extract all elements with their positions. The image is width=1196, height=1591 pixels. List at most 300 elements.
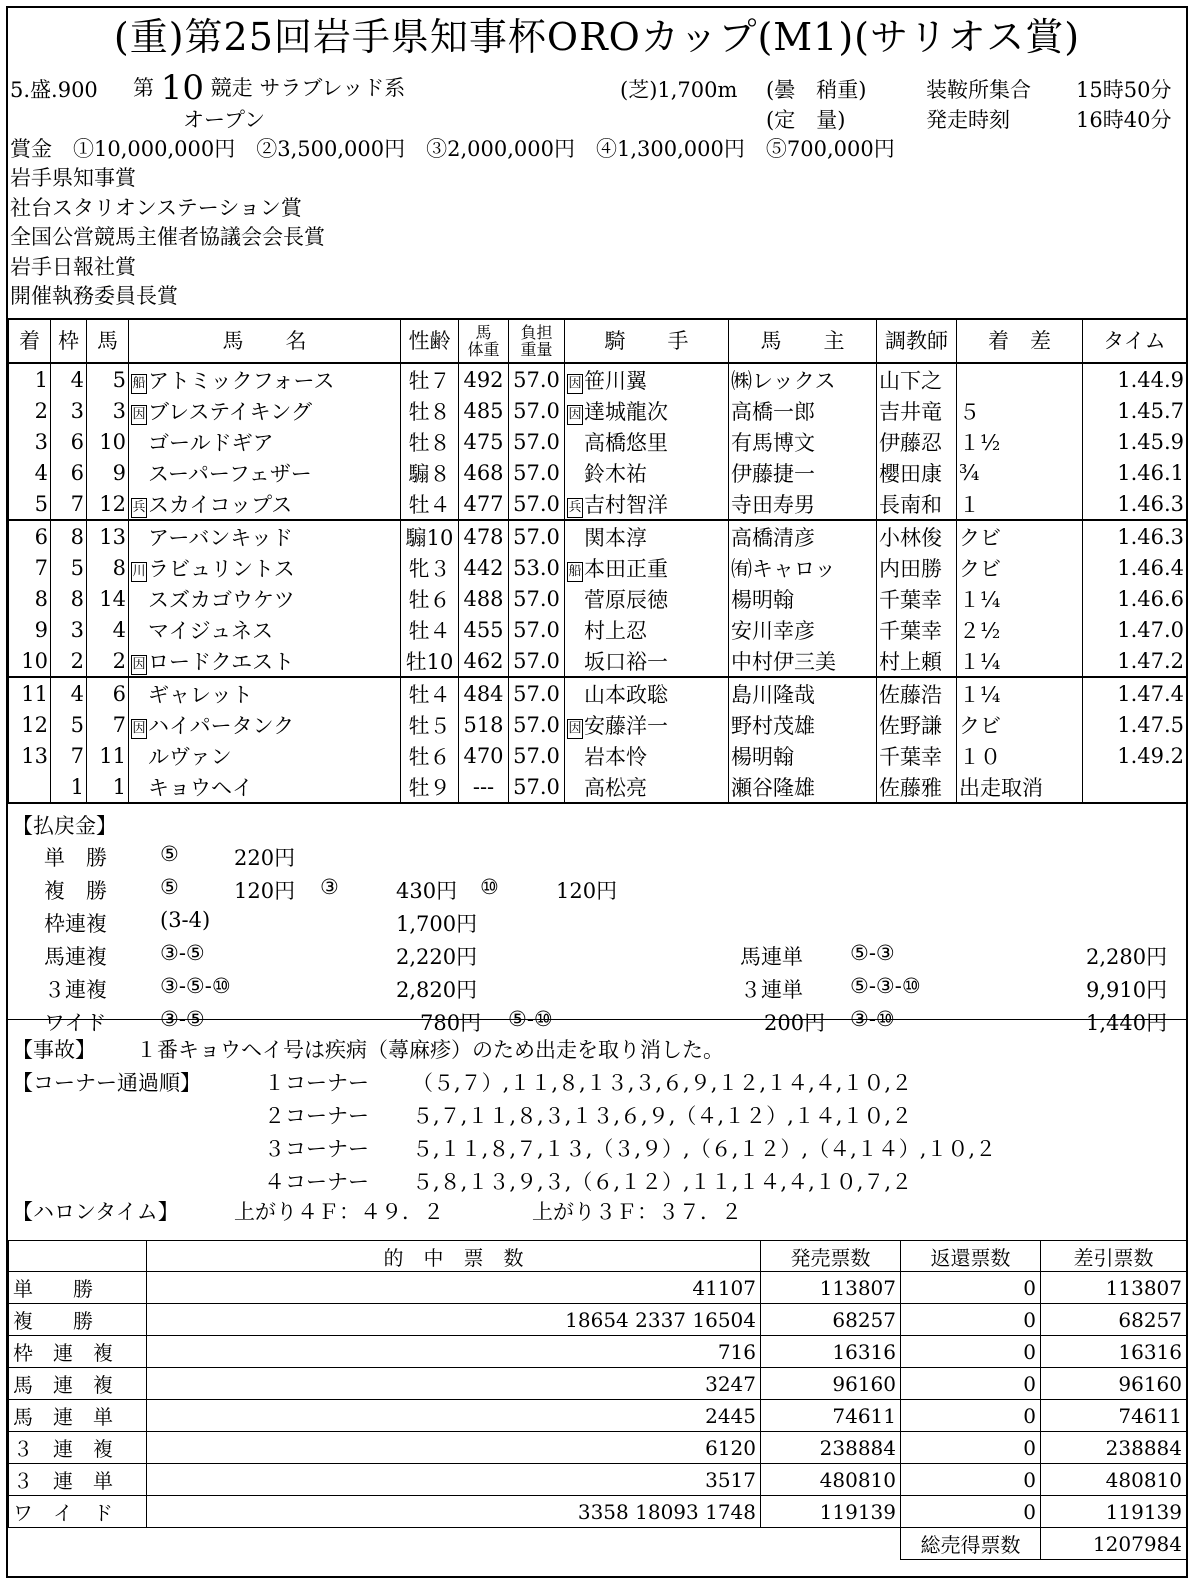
bet-type-cell: ３ 連 単: [9, 1464, 147, 1496]
load-cell: 57.0: [509, 677, 565, 709]
race-number: 第 10 競走 サラブレッド系: [133, 68, 406, 108]
sex-age-cell: 牡10: [401, 645, 459, 677]
table-row: [9, 614, 1187, 645]
load-cell: 57.0: [509, 614, 565, 645]
net-count-cell: 68257: [1041, 1304, 1187, 1336]
horse-name-cell: [129, 583, 401, 614]
time-cell: 1.49.2: [1083, 740, 1187, 771]
jockey-cell: [565, 709, 729, 740]
hit-count-cell: 3517: [147, 1464, 761, 1496]
jockey-cell: [565, 740, 729, 771]
owner-cell: 寺田寿男: [729, 488, 877, 520]
trainer-cell: 伊藤忍: [877, 426, 957, 457]
rank-cell: 10: [9, 645, 51, 677]
rank-cell: [9, 771, 51, 803]
body-weight-cell: 477: [459, 488, 509, 520]
fukusho-pay-a: 120円: [234, 879, 296, 903]
body-weight-cell: 492: [459, 363, 509, 395]
jockey-cell-text: 坂口裕一: [584, 649, 668, 674]
sold-count-cell: 480810: [761, 1464, 901, 1496]
sales-col-type: [9, 1241, 147, 1272]
num-cell: 1: [87, 771, 129, 803]
wide-combo-c: ③-⑩: [850, 1007, 895, 1031]
load-cell: 57.0: [509, 520, 565, 552]
load-cell: 57.0: [509, 583, 565, 614]
col-owner: 馬 主: [729, 319, 877, 363]
num-cell: 14: [87, 583, 129, 614]
weight-rule: (定 量): [766, 108, 846, 132]
rank-cell: 3: [9, 426, 51, 457]
jockey-cell-text: 村上忍: [584, 618, 647, 643]
jockey-cell-text: 岩本怜: [584, 744, 647, 769]
owner-cell: 高橋一郎: [729, 395, 877, 426]
umaren-pay: 2,220円: [396, 945, 478, 969]
umatan-pay: 2,280円: [1086, 945, 1168, 969]
load-cell: 57.0: [509, 709, 565, 740]
hit-count-cell: 3358 18093 1748: [147, 1496, 761, 1528]
sex-age-cell: 騸10: [401, 520, 459, 552]
affiliation-mark: 兵: [131, 498, 147, 518]
sales-row: [9, 1496, 1187, 1528]
hit-count-cell: 2445: [147, 1400, 761, 1432]
affiliation-mark: 船: [567, 562, 583, 582]
award-5: 開催執務委員長賞: [10, 284, 178, 308]
margin-cell: クビ: [957, 709, 1083, 740]
jockey-cell-text: 達城龍次: [584, 399, 668, 424]
refund-count-cell: 0: [901, 1336, 1041, 1368]
fukusho-combo-c: ⑩: [480, 875, 499, 899]
waku-cell: 6: [51, 426, 87, 457]
trio-label: ３連複: [44, 978, 107, 1002]
load-cell: 57.0: [509, 395, 565, 426]
owner-cell: ㈱レックス: [729, 363, 877, 395]
hit-count-cell: 3247: [147, 1368, 761, 1400]
table-row: [9, 583, 1187, 614]
start-time: 16時40分: [1076, 108, 1172, 132]
margin-cell: ２½: [957, 614, 1083, 645]
body-weight-cell: 455: [459, 614, 509, 645]
sold-count-cell: 74611: [761, 1400, 901, 1432]
fukusho-combo-a: ⑤: [160, 875, 179, 899]
halon-4f: 上がり４Ｆ：４９．２: [234, 1200, 444, 1224]
sex-age-cell: 牡６: [401, 583, 459, 614]
trainer-cell: 佐藤浩: [877, 677, 957, 709]
affiliation-mark: 因: [567, 405, 583, 425]
rank-cell: 7: [9, 552, 51, 583]
time-cell: 1.46.3: [1083, 488, 1187, 520]
corner-1-label: １コーナー: [264, 1071, 369, 1095]
col-time: タイム: [1083, 319, 1187, 363]
waku-cell: 4: [51, 363, 87, 395]
num-cell: 7: [87, 709, 129, 740]
body-weight-cell: 478: [459, 520, 509, 552]
margin-cell: ¾: [957, 457, 1083, 488]
jockey-cell-text: 安藤洋一: [584, 713, 668, 738]
table-row: [9, 395, 1187, 426]
payout-heading: 【払戻金】: [12, 814, 117, 838]
waku-cell: 8: [51, 583, 87, 614]
time-cell: 1.47.4: [1083, 677, 1187, 709]
jockey-cell-text: 関本淳: [584, 525, 647, 550]
num-cell: 8: [87, 552, 129, 583]
jockey-cell: [565, 457, 729, 488]
corner-1-order: （５,７）,１１,８,１３,３,６,９,１２,１４,４,１０,２: [412, 1071, 913, 1095]
margin-cell: ５: [957, 395, 1083, 426]
rank-cell: 6: [9, 520, 51, 552]
rank-cell: 13: [9, 740, 51, 771]
wide-pay-a: 780円: [420, 1011, 482, 1035]
corner-4-order: ５,８,１３,９,３,（６,１２）,１１,１４,４,１０,７,２: [412, 1170, 913, 1194]
time-cell: [1083, 771, 1187, 803]
sales-row: [9, 1464, 1187, 1496]
body-weight-cell: 468: [459, 457, 509, 488]
owner-cell: 瀬谷隆雄: [729, 771, 877, 803]
hit-count-cell: 716: [147, 1336, 761, 1368]
bet-type-cell: ３ 連 複: [9, 1432, 147, 1464]
num-cell: 10: [87, 426, 129, 457]
horse-name-cell: [129, 614, 401, 645]
time-cell: 1.45.9: [1083, 426, 1187, 457]
horse-name-cell: [129, 457, 401, 488]
waku-cell: 3: [51, 395, 87, 426]
fukusho-pay-c: 120円: [556, 879, 618, 903]
prize-money: 賞金 ①10,000,000円 ②3,500,000円 ③2,000,000円 ④1,300,000円 ⑤700,000円: [10, 137, 895, 161]
load-cell: 53.0: [509, 552, 565, 583]
num-cell: 13: [87, 520, 129, 552]
num-cell: 2: [87, 645, 129, 677]
sex-age-cell: 騸８: [401, 457, 459, 488]
affiliation-mark: 因: [131, 405, 147, 425]
race-date: 5.盛.900: [10, 78, 98, 102]
umatan-combo: ⑤-③: [850, 941, 895, 965]
waku-cell: 3: [51, 614, 87, 645]
sales-body: [9, 1272, 1187, 1528]
affiliation-mark: 因: [567, 719, 583, 739]
trifecta-pay: 9,910円: [1086, 978, 1168, 1002]
rank-cell: 11: [9, 677, 51, 709]
refund-count-cell: 0: [901, 1400, 1041, 1432]
trifecta-label: ３連単: [740, 978, 803, 1002]
trainer-cell: 千葉幸: [877, 740, 957, 771]
horse-name-cell-text: スカイコップス: [148, 492, 293, 517]
margin-cell: 出走取消: [957, 771, 1083, 803]
load-cell: 57.0: [509, 457, 565, 488]
corner-2-order: ５,７,１１,８,３,１３,６,９,（４,１２）,１４,１０,２: [412, 1104, 913, 1128]
trainer-cell: 山下之: [877, 363, 957, 395]
jockey-cell: [565, 552, 729, 583]
tansho-pay: 220円: [234, 846, 296, 870]
col-jockey: 騎 手: [565, 319, 729, 363]
track-going: (曇 稍重): [766, 78, 867, 102]
rank-cell: 5: [9, 488, 51, 520]
sales-row: [9, 1400, 1187, 1432]
table-row: [9, 709, 1187, 740]
trifecta-combo: ⑤-③-⑩: [850, 974, 921, 998]
horse-name-cell: [129, 740, 401, 771]
table-row: [9, 457, 1187, 488]
bet-type-cell: ワ イ ド: [9, 1496, 147, 1528]
margin-cell: １¼: [957, 677, 1083, 709]
award-2: 社台スタリオンステーション賞: [10, 196, 302, 220]
sex-age-cell: 牡５: [401, 709, 459, 740]
margin-cell: １: [957, 488, 1083, 520]
table-row: [9, 677, 1187, 709]
horse-name-cell: [129, 395, 401, 426]
halon-3f: 上がり３Ｆ：３７．２: [532, 1200, 742, 1224]
horse-name-cell-text: スズカゴウケツ: [148, 587, 295, 612]
horse-name-cell: [129, 520, 401, 552]
margin-cell: １½: [957, 426, 1083, 457]
race-header: [8, 66, 1186, 318]
umaren-label: 馬連複: [44, 945, 107, 969]
refund-count-cell: 0: [901, 1368, 1041, 1400]
net-count-cell: 119139: [1041, 1496, 1187, 1528]
affiliation-mark: 因: [131, 719, 147, 739]
corner-3-label: ３コーナー: [264, 1137, 369, 1161]
time-cell: 1.47.5: [1083, 709, 1187, 740]
affiliation-mark: 因: [131, 655, 147, 675]
num-cell: 6: [87, 677, 129, 709]
horse-name-cell-text: ハイパータンク: [148, 713, 295, 738]
body-weight-cell: ---: [459, 771, 509, 803]
owner-cell: 高橋清彦: [729, 520, 877, 552]
net-count-cell: 96160: [1041, 1368, 1187, 1400]
horse-name-cell: [129, 709, 401, 740]
award-3: 全国公営競馬主催者協議会会長賞: [10, 225, 325, 249]
umaren-combo: ③-⑤: [160, 941, 205, 965]
wide-pay-b: 200円: [764, 1011, 826, 1035]
load-cell: 57.0: [509, 488, 565, 520]
net-count-cell: 113807: [1041, 1272, 1187, 1304]
wide-pay-c: 1,440円: [1086, 1011, 1168, 1035]
waku-cell: 5: [51, 709, 87, 740]
load-cell: 57.0: [509, 363, 565, 395]
award-4: 岩手日報社賞: [10, 255, 136, 279]
jockey-cell-text: 山本政聡: [584, 682, 668, 707]
body-weight-cell: 442: [459, 552, 509, 583]
trainer-cell: 吉井竜: [877, 395, 957, 426]
sales-total-row: [9, 1528, 1187, 1560]
horse-name-cell-text: ロードクエスト: [148, 649, 295, 674]
body-weight-cell: 488: [459, 583, 509, 614]
waku-cell: 5: [51, 552, 87, 583]
body-weight-cell: 485: [459, 395, 509, 426]
halon-label: 【ハロンタイム】: [12, 1200, 179, 1224]
waku-cell: 2: [51, 645, 87, 677]
refund-count-cell: 0: [901, 1304, 1041, 1336]
jockey-cell: [565, 488, 729, 520]
jockey-cell-text: 笹川翼: [584, 368, 647, 393]
corner-2-label: ２コーナー: [264, 1104, 369, 1128]
trainer-cell: 千葉幸: [877, 583, 957, 614]
body-weight-cell: 484: [459, 677, 509, 709]
sold-count-cell: 68257: [761, 1304, 901, 1336]
sales-col-hit: 的 中 票 数: [147, 1241, 761, 1272]
horse-name-cell-text: ルヴァン: [148, 744, 232, 769]
race-notes: [8, 1020, 1186, 1224]
horse-name-cell: [129, 771, 401, 803]
start-label: 発走時刻: [926, 108, 1010, 132]
hit-count-cell: 18654 2337 16504: [147, 1304, 761, 1336]
col-margin: 着 差: [957, 319, 1083, 363]
waku-cell: 1: [51, 771, 87, 803]
sex-age-cell: 牡８: [401, 395, 459, 426]
margin-cell: １０: [957, 740, 1083, 771]
table-row: [9, 552, 1187, 583]
rank-cell: 2: [9, 395, 51, 426]
affiliation-mark: 川: [131, 562, 147, 582]
jockey-cell: [565, 363, 729, 395]
col-waku: 枠: [51, 319, 87, 363]
horse-name-cell: [129, 488, 401, 520]
sex-age-cell: 牡７: [401, 363, 459, 395]
sales-row: [9, 1432, 1187, 1464]
table-row: [9, 363, 1187, 395]
wide-combo-b: ⑤-⑩: [508, 1007, 553, 1031]
time-cell: 1.44.9: [1083, 363, 1187, 395]
load-cell: 57.0: [509, 771, 565, 803]
body-weight-cell: 470: [459, 740, 509, 771]
margin-cell: クビ: [957, 520, 1083, 552]
waku-cell: 7: [51, 488, 87, 520]
affiliation-mark: 船: [131, 374, 147, 394]
margin-cell: クビ: [957, 552, 1083, 583]
col-load: 負担 重量: [509, 319, 565, 363]
waku-cell: 7: [51, 740, 87, 771]
col-rank: 着: [9, 319, 51, 363]
trainer-cell: 内田勝: [877, 552, 957, 583]
wakuren-label: 枠連複: [44, 912, 107, 936]
rank-cell: 12: [9, 709, 51, 740]
bet-type-cell: 単 勝: [9, 1272, 147, 1304]
affiliation-mark: 兵: [567, 498, 583, 518]
trainer-cell: 村上頼: [877, 645, 957, 677]
fukusho-combo-b: ③: [320, 875, 339, 899]
hit-count-cell: 41107: [147, 1272, 761, 1304]
num-cell: 3: [87, 395, 129, 426]
accident-text: １番キョウヘイ号は疾病（蕁麻疹）のため出走を取り消した。: [136, 1038, 724, 1062]
owner-cell: 島川隆哉: [729, 677, 877, 709]
rank-cell: 1: [9, 363, 51, 395]
horse-name-cell-text: スーパーフェザー: [148, 461, 312, 486]
refund-count-cell: 0: [901, 1432, 1041, 1464]
horse-name-cell-text: ギャレット: [148, 682, 253, 707]
sold-count-cell: 96160: [761, 1368, 901, 1400]
rank-cell: 8: [9, 583, 51, 614]
sold-count-cell: 16316: [761, 1336, 901, 1368]
sex-age-cell: 牡４: [401, 488, 459, 520]
award-1: 岩手県知事賞: [10, 166, 136, 190]
rank-cell: 9: [9, 614, 51, 645]
jockey-cell: [565, 583, 729, 614]
net-count-cell: 238884: [1041, 1432, 1187, 1464]
waku-cell: 6: [51, 457, 87, 488]
race-course: (芝)1,700m: [620, 78, 738, 102]
bet-type-cell: 馬 連 複: [9, 1368, 147, 1400]
results-body: [9, 363, 1187, 803]
horse-name-cell: [129, 645, 401, 677]
table-row: [9, 488, 1187, 520]
refund-count-cell: 0: [901, 1496, 1041, 1528]
horse-name-cell-text: ラビュリントス: [148, 556, 295, 581]
horse-name-cell: [129, 552, 401, 583]
refund-count-cell: 0: [901, 1272, 1041, 1304]
accident-label: 【事故】: [12, 1038, 96, 1062]
fukusho-label: 複 勝: [44, 879, 107, 903]
jockey-cell-text: 高橋悠里: [584, 430, 668, 455]
col-horse: 馬 名: [129, 319, 401, 363]
num-cell: 5: [87, 363, 129, 395]
num-cell: 9: [87, 457, 129, 488]
corner-4-label: ４コーナー: [264, 1170, 369, 1194]
trio-pay: 2,820円: [396, 978, 478, 1002]
sold-count-cell: 113807: [761, 1272, 901, 1304]
owner-cell: 安川幸彦: [729, 614, 877, 645]
sales-col-refund: 返還票数: [901, 1241, 1041, 1272]
affiliation-mark: 因: [567, 374, 583, 394]
jockey-cell-text: 鈴木祐: [584, 461, 647, 486]
col-sex-age: 性齢: [401, 319, 459, 363]
sales-total-value: 1207984: [1041, 1528, 1187, 1560]
trainer-cell: 千葉幸: [877, 614, 957, 645]
waku-cell: 4: [51, 677, 87, 709]
corner-label: 【コーナー通過順】: [12, 1071, 201, 1095]
bet-type-cell: 枠 連 複: [9, 1336, 147, 1368]
net-count-cell: 16316: [1041, 1336, 1187, 1368]
hit-count-cell: 6120: [147, 1432, 761, 1464]
jockey-cell-text: 吉村智洋: [584, 492, 668, 517]
jockey-cell: [565, 614, 729, 645]
horse-name-cell-text: アーバンキッド: [148, 525, 293, 550]
trainer-cell: 長南和: [877, 488, 957, 520]
jockey-cell: [565, 645, 729, 677]
jockey-cell-text: 菅原辰徳: [584, 587, 668, 612]
umatan-label: 馬連単: [740, 945, 803, 969]
sex-age-cell: 牡４: [401, 677, 459, 709]
col-trainer: 調教師: [877, 319, 957, 363]
jockey-cell-text: 本田正重: [584, 556, 668, 581]
horse-name-cell: [129, 677, 401, 709]
time-cell: 1.46.1: [1083, 457, 1187, 488]
body-weight-cell: 518: [459, 709, 509, 740]
horse-name-cell-text: ゴールドギア: [148, 430, 274, 455]
bet-type-cell: 複 勝: [9, 1304, 147, 1336]
body-weight-cell: 475: [459, 426, 509, 457]
trio-combo: ③-⑤-⑩: [160, 974, 231, 998]
corner-3-order: ５,１１,８,７,１３,（３,９）,（６,１２）,（４,１４）,１０,２: [412, 1137, 997, 1161]
sales-row: [9, 1368, 1187, 1400]
time-cell: 1.47.2: [1083, 645, 1187, 677]
time-cell: 1.45.7: [1083, 395, 1187, 426]
col-body-weight: 馬 体重: [459, 319, 509, 363]
tansho-label: 単 勝: [44, 846, 107, 870]
sales-col-sold: 発売票数: [761, 1241, 901, 1272]
sales-table: [8, 1240, 1187, 1560]
sales-col-net: 差引票数: [1041, 1241, 1187, 1272]
trainer-cell: 佐藤雅: [877, 771, 957, 803]
body-weight-cell: 462: [459, 645, 509, 677]
jockey-cell-text: 高松亮: [584, 775, 647, 800]
sales-header-row: [9, 1241, 1187, 1272]
owner-cell: 有馬博文: [729, 426, 877, 457]
time-cell: 1.46.6: [1083, 583, 1187, 614]
sales-row: [9, 1272, 1187, 1304]
horse-name-cell-text: キョウヘイ: [148, 775, 253, 800]
wide-combo-a: ③-⑤: [160, 1007, 205, 1031]
race-result-sheet: [6, 6, 1188, 1578]
owner-cell: 伊藤捷一: [729, 457, 877, 488]
bet-type-cell: 馬 連 単: [9, 1400, 147, 1432]
